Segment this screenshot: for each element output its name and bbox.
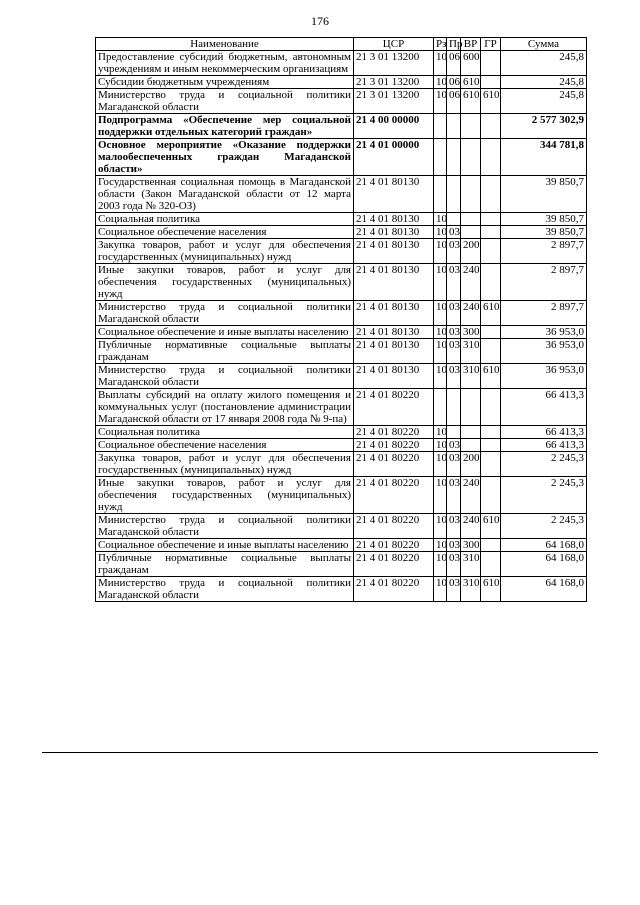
cell-csr: 21 4 01 80130 bbox=[354, 364, 434, 389]
cell-name: Социальная политика bbox=[96, 213, 354, 226]
table-header-row bbox=[96, 38, 587, 51]
table-row bbox=[96, 426, 587, 439]
cell-rz: 10 bbox=[434, 89, 447, 114]
cell-gr bbox=[481, 239, 501, 264]
cell-gr: 610 bbox=[481, 514, 501, 539]
cell-csr: 21 4 01 80220 bbox=[354, 477, 434, 514]
cell-name: Основное мероприятие «Оказание поддержки малообеспеченных граждан Магаданской области» bbox=[96, 139, 354, 176]
footer-divider bbox=[42, 752, 598, 753]
cell-vr bbox=[461, 176, 481, 213]
cell-rz: 10 bbox=[434, 51, 447, 76]
table-row bbox=[96, 452, 587, 477]
table-row bbox=[96, 364, 587, 389]
cell-name: Социальное обеспечение населения bbox=[96, 439, 354, 452]
cell-name: Социальная политика bbox=[96, 426, 354, 439]
cell-sum: 245,8 bbox=[501, 76, 587, 89]
cell-pr: 03 bbox=[447, 539, 461, 552]
header-name: Наименование bbox=[96, 38, 354, 51]
cell-rz: 10 bbox=[434, 426, 447, 439]
cell-vr: 310 bbox=[461, 552, 481, 577]
cell-rz: 10 bbox=[434, 339, 447, 364]
cell-vr bbox=[461, 139, 481, 176]
cell-vr: 310 bbox=[461, 364, 481, 389]
cell-csr: 21 4 01 80220 bbox=[354, 514, 434, 539]
table-row bbox=[96, 514, 587, 539]
cell-gr: 610 bbox=[481, 577, 501, 602]
cell-pr: 03 bbox=[447, 577, 461, 602]
cell-name: Выплаты субсидий на оплату жилого помещения и коммунальных услуг (постановление администрации Магаданской области от 17 января 2008 года № 9-па) bbox=[96, 389, 354, 426]
cell-pr: 03 bbox=[447, 439, 461, 452]
header-sum: Сумма bbox=[501, 38, 587, 51]
cell-gr bbox=[481, 114, 501, 139]
cell-name: Предоставление субсидий бюджетным, автономным учреждениям и иным некоммерческим организациям bbox=[96, 51, 354, 76]
cell-vr bbox=[461, 114, 481, 139]
page-number: 176 bbox=[311, 14, 329, 28]
cell-sum: 39 850,7 bbox=[501, 176, 587, 213]
cell-name: Государственная социальная помощь в Магаданской области (Закон Магаданской области от 12 марта 2003 года № 320-ОЗ) bbox=[96, 176, 354, 213]
table-row bbox=[96, 176, 587, 213]
table-row bbox=[96, 339, 587, 364]
table-row bbox=[96, 326, 587, 339]
cell-rz: 10 bbox=[434, 264, 447, 301]
cell-csr: 21 4 01 80130 bbox=[354, 301, 434, 326]
cell-pr: 03 bbox=[447, 326, 461, 339]
cell-vr: 600 bbox=[461, 51, 481, 76]
cell-vr bbox=[461, 426, 481, 439]
cell-sum: 245,8 bbox=[501, 89, 587, 114]
cell-csr: 21 4 01 80130 bbox=[354, 213, 434, 226]
cell-name: Закупка товаров, работ и услуг для обеспечения государственных (муниципальных) нужд bbox=[96, 452, 354, 477]
table-row bbox=[96, 264, 587, 301]
cell-csr: 21 4 01 80130 bbox=[354, 339, 434, 364]
cell-vr: 310 bbox=[461, 577, 481, 602]
cell-sum: 36 953,0 bbox=[501, 339, 587, 364]
table-row bbox=[96, 226, 587, 239]
cell-sum: 2 577 302,9 bbox=[501, 114, 587, 139]
cell-pr: 06 bbox=[447, 51, 461, 76]
cell-pr: 03 bbox=[447, 239, 461, 264]
cell-gr bbox=[481, 213, 501, 226]
cell-vr: 300 bbox=[461, 539, 481, 552]
cell-rz bbox=[434, 389, 447, 426]
cell-gr bbox=[481, 76, 501, 89]
cell-sum: 64 168,0 bbox=[501, 552, 587, 577]
cell-pr: 03 bbox=[447, 301, 461, 326]
cell-vr: 610 bbox=[461, 76, 481, 89]
cell-rz: 10 bbox=[434, 226, 447, 239]
cell-sum: 39 850,7 bbox=[501, 213, 587, 226]
cell-gr bbox=[481, 226, 501, 239]
cell-csr: 21 4 01 80220 bbox=[354, 539, 434, 552]
cell-rz bbox=[434, 176, 447, 213]
cell-csr: 21 4 01 80130 bbox=[354, 226, 434, 239]
cell-csr: 21 4 01 80130 bbox=[354, 264, 434, 301]
cell-rz: 10 bbox=[434, 76, 447, 89]
cell-csr: 21 4 01 80130 bbox=[354, 239, 434, 264]
cell-gr bbox=[481, 539, 501, 552]
cell-sum: 245,8 bbox=[501, 51, 587, 76]
cell-pr: 06 bbox=[447, 76, 461, 89]
cell-rz: 10 bbox=[434, 301, 447, 326]
cell-sum: 2 245,3 bbox=[501, 477, 587, 514]
cell-gr: 610 bbox=[481, 89, 501, 114]
table-row bbox=[96, 301, 587, 326]
cell-vr bbox=[461, 389, 481, 426]
cell-pr: 03 bbox=[447, 226, 461, 239]
cell-gr bbox=[481, 339, 501, 364]
table-row bbox=[96, 213, 587, 226]
cell-sum: 66 413,3 bbox=[501, 426, 587, 439]
cell-vr bbox=[461, 213, 481, 226]
header-csr: ЦСР bbox=[354, 38, 434, 51]
cell-vr: 200 bbox=[461, 452, 481, 477]
cell-csr: 21 4 00 00000 bbox=[354, 114, 434, 139]
cell-gr bbox=[481, 439, 501, 452]
cell-rz bbox=[434, 114, 447, 139]
cell-sum: 64 168,0 bbox=[501, 577, 587, 602]
cell-name: Иные закупки товаров, работ и услуг для обеспечения государственных (муниципальных) нужд bbox=[96, 477, 354, 514]
cell-csr: 21 4 01 80220 bbox=[354, 552, 434, 577]
cell-pr: 03 bbox=[447, 264, 461, 301]
cell-sum: 66 413,3 bbox=[501, 389, 587, 426]
cell-name: Министерство труда и социальной политики Магаданской области bbox=[96, 364, 354, 389]
cell-csr: 21 4 01 00000 bbox=[354, 139, 434, 176]
table-row bbox=[96, 76, 587, 89]
cell-name: Министерство труда и социальной политики Магаданской области bbox=[96, 514, 354, 539]
cell-sum: 36 953,0 bbox=[501, 326, 587, 339]
table-row bbox=[96, 389, 587, 426]
cell-name: Иные закупки товаров, работ и услуг для обеспечения государственных (муниципальных) нужд bbox=[96, 264, 354, 301]
cell-name: Министерство труда и социальной политики Магаданской области bbox=[96, 577, 354, 602]
table-row bbox=[96, 552, 587, 577]
cell-gr bbox=[481, 552, 501, 577]
cell-rz: 10 bbox=[434, 239, 447, 264]
cell-csr: 21 4 01 80220 bbox=[354, 452, 434, 477]
cell-name: Субсидии бюджетным учреждениям bbox=[96, 76, 354, 89]
table-row bbox=[96, 114, 587, 139]
table-body bbox=[96, 51, 587, 602]
cell-rz: 10 bbox=[434, 364, 447, 389]
cell-sum: 2 897,7 bbox=[501, 301, 587, 326]
cell-rz: 10 bbox=[434, 552, 447, 577]
cell-pr bbox=[447, 213, 461, 226]
cell-pr bbox=[447, 176, 461, 213]
cell-gr bbox=[481, 477, 501, 514]
cell-sum: 36 953,0 bbox=[501, 364, 587, 389]
table-row bbox=[96, 139, 587, 176]
cell-csr: 21 4 01 80220 bbox=[354, 426, 434, 439]
cell-csr: 21 3 01 13200 bbox=[354, 76, 434, 89]
cell-gr bbox=[481, 326, 501, 339]
cell-name: Социальное обеспечение населения bbox=[96, 226, 354, 239]
cell-rz: 10 bbox=[434, 539, 447, 552]
cell-vr: 300 bbox=[461, 326, 481, 339]
cell-vr: 240 bbox=[461, 477, 481, 514]
cell-vr: 240 bbox=[461, 514, 481, 539]
cell-vr bbox=[461, 226, 481, 239]
cell-rz: 10 bbox=[434, 577, 447, 602]
table-row bbox=[96, 439, 587, 452]
cell-gr bbox=[481, 426, 501, 439]
cell-sum: 39 850,7 bbox=[501, 226, 587, 239]
cell-csr: 21 4 01 80130 bbox=[354, 326, 434, 339]
cell-gr bbox=[481, 176, 501, 213]
cell-name: Социальное обеспечение и иные выплаты населению bbox=[96, 326, 354, 339]
cell-pr bbox=[447, 114, 461, 139]
cell-sum: 2 245,3 bbox=[501, 452, 587, 477]
cell-gr bbox=[481, 139, 501, 176]
cell-name: Закупка товаров, работ и услуг для обеспечения государственных (муниципальных) нужд bbox=[96, 239, 354, 264]
cell-rz: 10 bbox=[434, 514, 447, 539]
cell-name: Подпрограмма «Обеспечение мер социальной поддержки отдельных категорий граждан» bbox=[96, 114, 354, 139]
table-row bbox=[96, 89, 587, 114]
cell-vr: 310 bbox=[461, 339, 481, 364]
cell-gr bbox=[481, 51, 501, 76]
cell-csr: 21 3 01 13200 bbox=[354, 51, 434, 76]
cell-csr: 21 4 01 80220 bbox=[354, 439, 434, 452]
table-row bbox=[96, 51, 587, 76]
cell-rz: 10 bbox=[434, 213, 447, 226]
cell-csr: 21 3 01 13200 bbox=[354, 89, 434, 114]
table-row bbox=[96, 577, 587, 602]
cell-gr bbox=[481, 264, 501, 301]
cell-pr: 03 bbox=[447, 514, 461, 539]
cell-sum: 344 781,8 bbox=[501, 139, 587, 176]
cell-csr: 21 4 01 80220 bbox=[354, 577, 434, 602]
cell-sum: 64 168,0 bbox=[501, 539, 587, 552]
cell-csr: 21 4 01 80220 bbox=[354, 389, 434, 426]
cell-gr bbox=[481, 389, 501, 426]
cell-name: Публичные нормативные социальные выплаты гражданам bbox=[96, 339, 354, 364]
table-row bbox=[96, 539, 587, 552]
cell-vr: 240 bbox=[461, 301, 481, 326]
header-pr: Пр bbox=[447, 38, 461, 51]
cell-rz: 10 bbox=[434, 477, 447, 514]
cell-pr bbox=[447, 389, 461, 426]
header-gr: ГР bbox=[481, 38, 501, 51]
cell-pr: 03 bbox=[447, 364, 461, 389]
cell-rz: 10 bbox=[434, 326, 447, 339]
cell-rz: 10 bbox=[434, 439, 447, 452]
cell-pr: 03 bbox=[447, 477, 461, 514]
cell-pr bbox=[447, 139, 461, 176]
cell-pr bbox=[447, 426, 461, 439]
budget-table bbox=[95, 37, 587, 602]
header-rz: Рз bbox=[434, 38, 447, 51]
cell-name: Министерство труда и социальной политики Магаданской области bbox=[96, 89, 354, 114]
table-row bbox=[96, 477, 587, 514]
cell-sum: 2 897,7 bbox=[501, 264, 587, 301]
cell-gr: 610 bbox=[481, 301, 501, 326]
cell-rz: 10 bbox=[434, 452, 447, 477]
cell-name: Публичные нормативные социальные выплаты гражданам bbox=[96, 552, 354, 577]
cell-vr bbox=[461, 439, 481, 452]
cell-sum: 2 245,3 bbox=[501, 514, 587, 539]
cell-pr: 03 bbox=[447, 339, 461, 364]
cell-pr: 03 bbox=[447, 452, 461, 477]
cell-sum: 2 897,7 bbox=[501, 239, 587, 264]
cell-rz bbox=[434, 139, 447, 176]
cell-sum: 66 413,3 bbox=[501, 439, 587, 452]
cell-gr: 610 bbox=[481, 364, 501, 389]
cell-name: Социальное обеспечение и иные выплаты населению bbox=[96, 539, 354, 552]
cell-vr: 200 bbox=[461, 239, 481, 264]
cell-gr bbox=[481, 452, 501, 477]
cell-pr: 06 bbox=[447, 89, 461, 114]
cell-csr: 21 4 01 80130 bbox=[354, 176, 434, 213]
cell-name: Министерство труда и социальной политики Магаданской области bbox=[96, 301, 354, 326]
cell-vr: 610 bbox=[461, 89, 481, 114]
table-row bbox=[96, 239, 587, 264]
cell-pr: 03 bbox=[447, 552, 461, 577]
header-vr: ВР bbox=[461, 38, 481, 51]
cell-vr: 240 bbox=[461, 264, 481, 301]
